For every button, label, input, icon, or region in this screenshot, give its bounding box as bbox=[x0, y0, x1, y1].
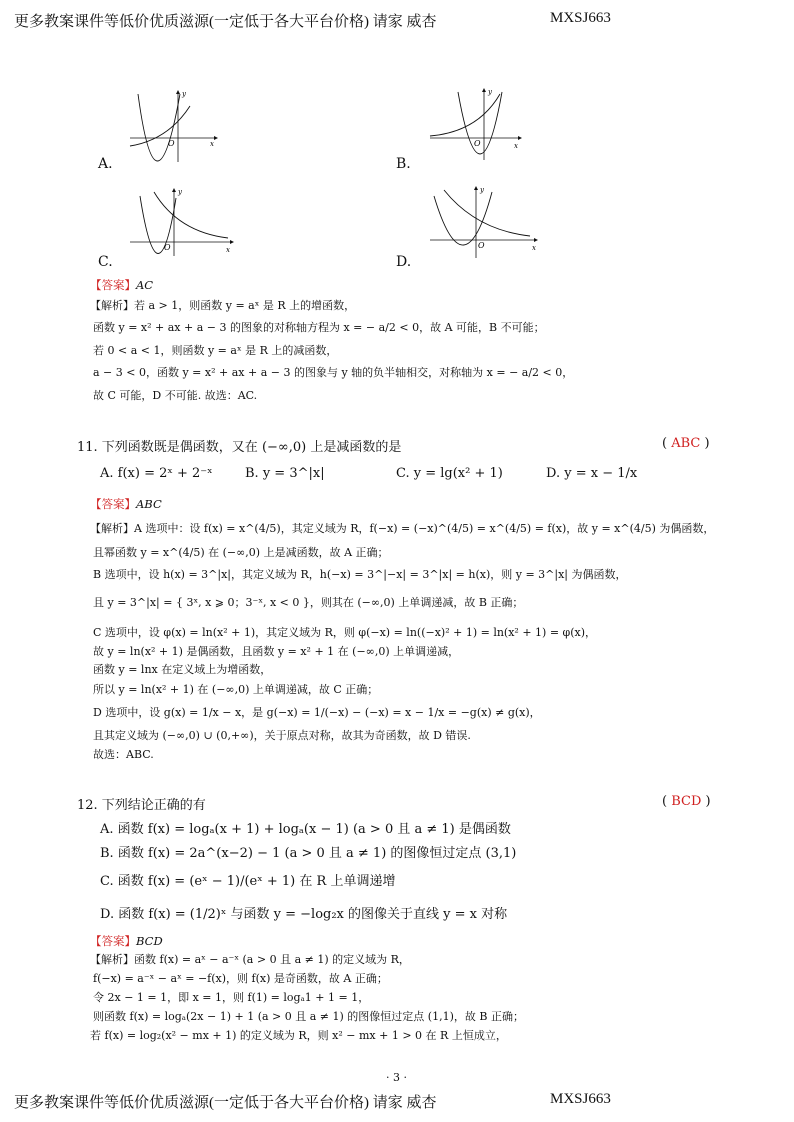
answer-tag: 【答案】 bbox=[90, 278, 136, 292]
q12-analysis-line: 则函数 f(x) = logₐ(2x − 1) + 1 (a > 0 且 a ≠ 1) 的图像恒过定点 (1,1)，故 B 正确； bbox=[93, 1010, 524, 1023]
q11-analysis-line: 且其定义域为 (−∞,0) ∪ (0,+∞)，关于原点对称，故其为奇函数，故 D 错误. bbox=[93, 729, 471, 742]
q11-choice-d: D. y = x − 1/x bbox=[546, 466, 638, 481]
y-axis-label: y bbox=[488, 88, 492, 96]
q11-analysis-line: 且幂函数 y = x^(4/5) 在 (−∞,0) 上是减函数，故 A 正确； bbox=[93, 546, 389, 559]
graph-c bbox=[128, 186, 236, 258]
q10-analysis-line: 函数 y = x² + ax + a − 3 的图象的对称轴方程为 x = − a/2 < 0，故 A 可能，B 不可能； bbox=[93, 321, 545, 334]
footer-text: 更多教案课件等低价优质滋源(一定低于各大平台价格) 请家 威杏 bbox=[14, 1095, 437, 1111]
x-axis-label: x bbox=[532, 244, 536, 252]
page-footer bbox=[14, 1091, 611, 1112]
q11-analysis-line: C 选项中，设 φ(x) = ln(x² + 1)，其定义域为 R，则 φ(−x) = ln((−x)² + 1) = ln(x² + 1) = φ(x)， bbox=[93, 626, 597, 639]
q12-analysis-line: 令 2x − 1 = 1，即 x = 1，则 f(1) = logₐ1 + 1 = 1， bbox=[93, 991, 370, 1004]
graph-a bbox=[128, 88, 220, 164]
q11-analysis-line: 故 y = ln(x² + 1) 是偶函数，且函数 y = x² + 1 在 (−∞,0) 上单调递减， bbox=[93, 645, 460, 658]
bracket-answer: ABC bbox=[671, 436, 701, 451]
bracket-answer: BCD bbox=[671, 794, 702, 809]
origin-label: O bbox=[474, 139, 481, 148]
q11-analysis-line: B 选项中，设 h(x) = 3^|x|，其定义域为 R，h(−x) = 3^|−x| = 3^|x| = h(x)，则 y = 3^|x| 为偶函数， bbox=[93, 568, 627, 581]
q11-analysis-line: 所以 y = ln(x² + 1) 在 (−∞,0) 上单调递减，故 C 正确； bbox=[93, 683, 379, 696]
answer-value: ABC bbox=[136, 497, 162, 511]
origin-label: O bbox=[478, 241, 485, 250]
bracket-close: ) bbox=[705, 794, 711, 809]
option-b-label: B. bbox=[396, 156, 411, 172]
q11-answer-bracket bbox=[662, 436, 710, 451]
q10-answer bbox=[90, 277, 153, 293]
page-header bbox=[14, 10, 611, 31]
q11-analysis-line: 函数 y = lnx 在定义域上为增函数， bbox=[93, 663, 272, 676]
q12-statement-d: D. 函数 f(x) = (1/2)ˣ 与函数 y = −log₂x 的图像关于直线 y = x 对称 bbox=[100, 907, 508, 922]
bracket-open: ( bbox=[662, 436, 668, 451]
answer-value: BCD bbox=[136, 934, 163, 948]
q11-analysis-line: 且 y = 3^|x| = { 3ˣ, x ⩾ 0；3⁻ˣ, x < 0 }，则其在 (−∞,0) 上单调递减，故 B 正确； bbox=[93, 596, 524, 609]
option-d-label: D. bbox=[396, 254, 412, 270]
q11-analysis-line: D 选项中，设 g(x) = 1/x − x，是 g(−x) = 1/(−x) − (−x) = x − 1/x = −g(x) ≠ g(x)， bbox=[93, 706, 541, 719]
q10-analysis-line: 故 C 可能，D 不可能. 故选：AC. bbox=[93, 389, 258, 402]
q12-answer-bracket bbox=[662, 794, 711, 809]
footer-id: MXSJ663 bbox=[550, 1091, 611, 1107]
q10-analysis-line: a − 3 < 0，函数 y = x² + ax + a − 3 的图象与 y 轴的负半轴相交，对称轴为 x = − a/2 < 0， bbox=[93, 366, 574, 379]
q11-choice-b: B. y = 3^|x| bbox=[245, 466, 325, 481]
header-text: 更多教案课件等低价优质滋源(一定低于各大平台价格) 请家 威杏 bbox=[14, 14, 437, 30]
x-axis-label: x bbox=[514, 142, 518, 150]
bracket-close: ) bbox=[704, 436, 710, 451]
option-c-label: C. bbox=[98, 254, 113, 270]
q12-statement-a: A. 函数 f(x) = logₐ(x + 1) + logₐ(x − 1) (a > 0 且 a ≠ 1) 是偶函数 bbox=[100, 822, 511, 837]
y-axis-label: y bbox=[480, 186, 484, 194]
graph-b bbox=[428, 86, 524, 162]
q12-analysis-line: f(−x) = a⁻ˣ − aˣ = −f(x)，则 f(x) 是奇函数，故 A 正确； bbox=[93, 972, 388, 985]
q12-statement-c: C. 函数 f(x) = (eˣ − 1)/(eˣ + 1) 在 R 上单调递增 bbox=[100, 874, 396, 889]
q12-answer bbox=[90, 933, 163, 949]
q12-analysis-line: 【解析】函数 f(x) = aˣ − a⁻ˣ (a > 0 且 a ≠ 1) 的定义域为 R， bbox=[90, 953, 410, 966]
x-axis-label: x bbox=[226, 246, 230, 254]
y-axis-label: y bbox=[178, 188, 182, 196]
option-a-label: A. bbox=[98, 156, 113, 172]
graph-d bbox=[428, 184, 540, 260]
bracket-open: ( bbox=[662, 794, 668, 809]
y-axis-label: y bbox=[182, 90, 186, 98]
header-id: MXSJ663 bbox=[550, 10, 611, 26]
q11-answer bbox=[90, 496, 162, 512]
q12-analysis-line: 若 f(x) = log₂(x² − mx + 1) 的定义域为 R，则 x² − mx + 1 > 0 在 R 上恒成立， bbox=[90, 1029, 507, 1042]
q11-analysis-line: 故选：ABC. bbox=[93, 748, 154, 761]
q11-stem: 11. 下列函数既是偶函数，又在 (−∞,0) 上是减函数的是 bbox=[77, 440, 402, 455]
q11-choice-c: C. y = lg(x² + 1) bbox=[396, 466, 503, 481]
q12-statement-b: B. 函数 f(x) = 2a^(x−2) − 1 (a > 0 且 a ≠ 1) 的图像恒过定点 (3,1) bbox=[100, 846, 517, 861]
q11-choice-a: A. f(x) = 2ˣ + 2⁻ˣ bbox=[100, 466, 213, 481]
origin-label: O bbox=[168, 139, 175, 148]
q11-analysis-line: 【解析】A 选项中：设 f(x) = x^(4/5)，其定义域为 R，f(−x) = (−x)^(4/5) = x^(4/5) = f(x)，故 y = x^(4/5) 为偶函数， bbox=[90, 522, 715, 535]
q10-analysis-line: 若 0 < a < 1，则函数 y = aˣ 是 R 上的减函数， bbox=[93, 344, 338, 357]
q10-analysis-line: 【解析】若 a > 1，则函数 y = aˣ 是 R 上的增函数， bbox=[90, 299, 356, 312]
q12-stem: 12. 下列结论正确的有 bbox=[77, 798, 206, 813]
page-number: · 3 · bbox=[386, 1071, 407, 1084]
answer-tag: 【答案】 bbox=[90, 497, 136, 511]
answer-value: AC bbox=[136, 278, 154, 292]
origin-label: O bbox=[164, 243, 171, 252]
x-axis-label: x bbox=[210, 140, 214, 148]
answer-tag: 【答案】 bbox=[90, 934, 136, 948]
